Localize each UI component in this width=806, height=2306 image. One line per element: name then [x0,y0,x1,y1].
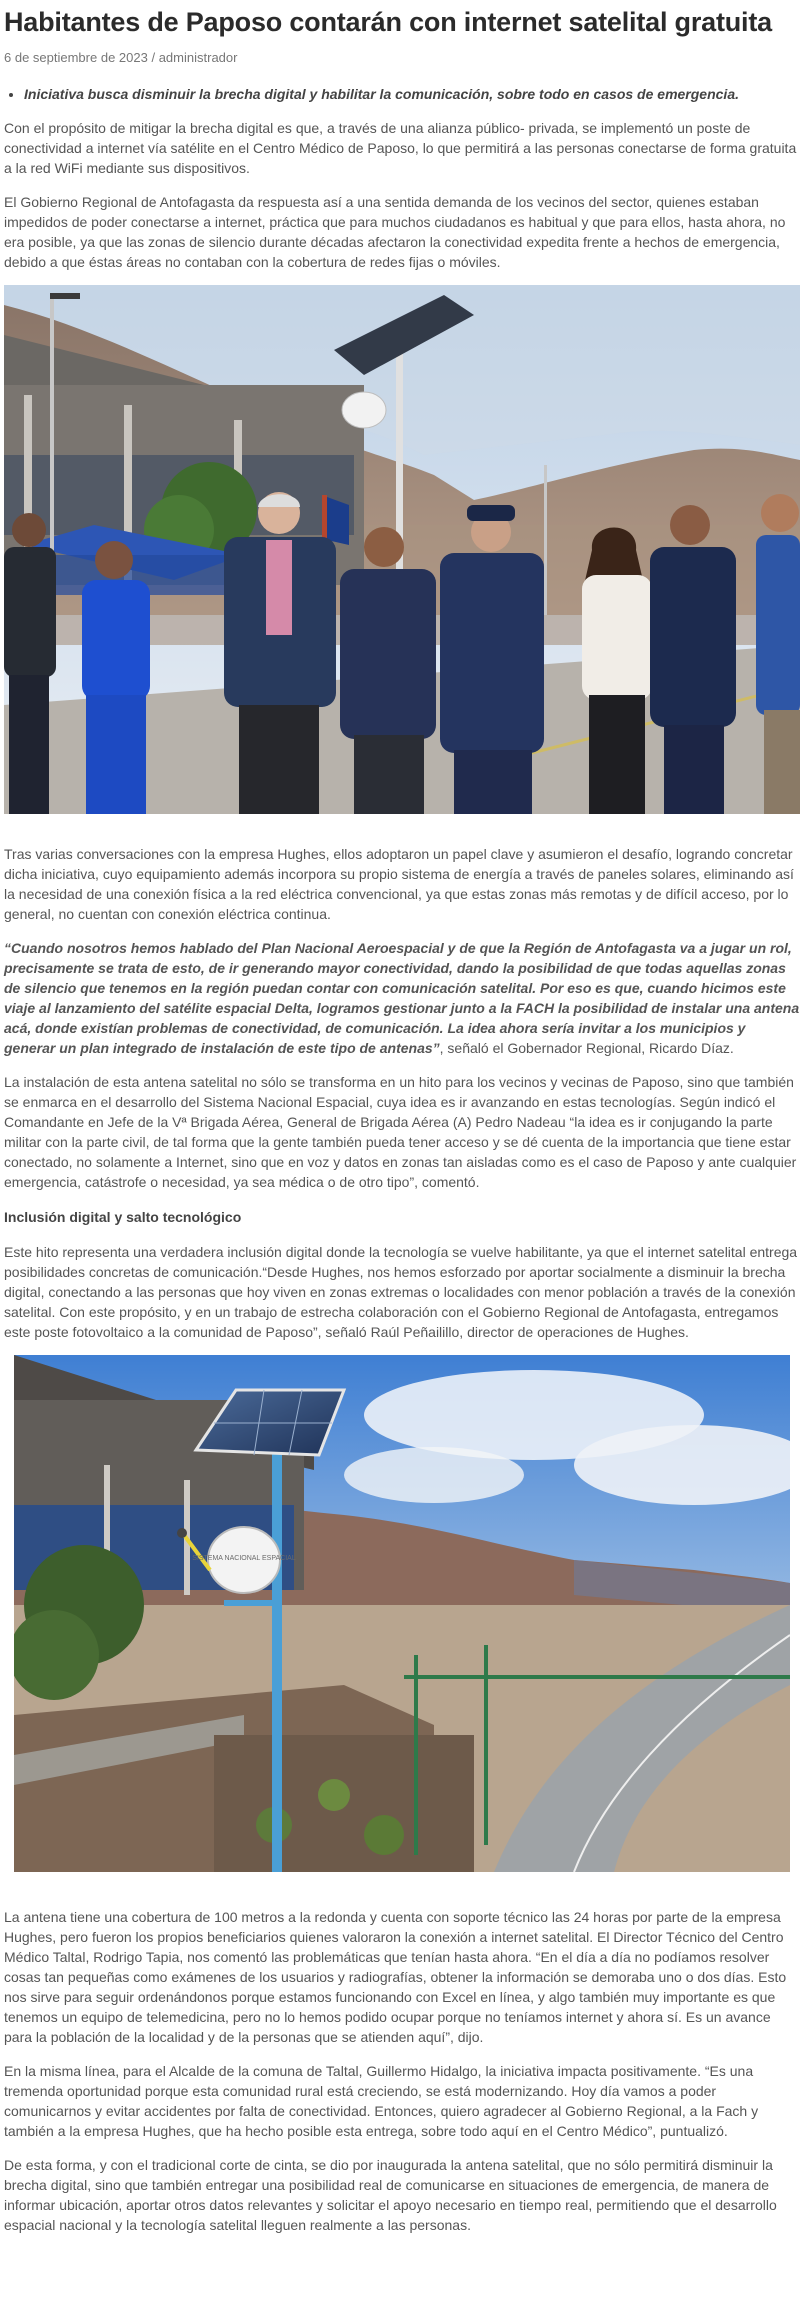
article-meta [4,50,800,65]
ceremony-photo [4,285,800,814]
article-author[interactable]: administrador [158,50,238,65]
article-date[interactable]: 6 de septiembre de 2023 [4,50,148,65]
paragraph-4: La instalación de esta antena satelital no sólo se transforma en un hito para los vecinos y vecinas de Paposo, sino que también se enmarca en el desarrollo del Sistema Nacional Espacial, cuya idea es ir avanzando en estas tecnologías. Según indicó el Comandante en Jefe de la Vª Brigada Aérea, General de Brigada Aérea (A) Pedro Nadeau “la idea es ir conjugando la parte militar con la parte civil, de tal forma que la gente también pueda tener acceso y se dé cuenta de la importancia que tiene estar conectado, no solamente a Internet, sino que en voz y datos en zonas tan aisladas como es el caso de Paposo y ante cualquier emergencia, catástrofe o necesidad, ya sea médica o de otro tipo”, comentó. [4,1074,797,1190]
section-subheading: Inclusión digital y salto tecnológico [4,1209,242,1225]
quote-governor-attribution: , señaló el Gobernador Regional, Ricardo Díaz. [439,1040,734,1056]
paragraph-7: En la misma línea, para el Alcalde de la comuna de Taltal, Guillermo Hidalgo, la iniciativa impacta positivamente. “Es una tremenda oportunidad porque esta comunidad rural está creciendo, se está modernizando. Hoy día vamos a poder comunicarnos y evitar accidentes por falta de conectividad. Entonces, quiero agradecer al Gobierno Regional, a la Fach y también a la empresa Hughes, que ha hecho posible esta entrega, sobre todo aquí en el Centro Médico”, puntualizó. [4,2063,759,2139]
meta-separator: / [151,50,156,65]
lead-list [4,84,800,104]
quote-governor [4,938,800,1058]
paragraph-3: Tras varias conversaciones con la empresa Hughes, ellos adoptaron un papel clave y asumieron el desafío, logrando concretar dicha iniciativa, cuyo equipamiento además incorpora su propio sistema de energía a través de paneles solares, eliminando así la necesidad de una conexión física a la red eléctrica convencional, ya que estas zonas más remotas y de difícil acceso, por lo general, no cuentan con conexión eléctrica continua. [4,846,794,922]
dish-label: SISTEMA NACIONAL ESPACIAL [192,1555,296,1562]
quote-governor-text: “Cuando nosotros hemos hablado del Plan Nacional Aeroespacial y de que la Región de Antofagasta va a jugar un rol, precisamente se trata de esto, de ir generando mayor conectividad, dando la posibilidad de que todas aquellas zonas de silencio que tenemos en la región puedan contar con comunicación satelital. Por eso es que, cuando hicimos este viaje al lanzamiento del satélite espacial Delta, logramos gestionar junto a la FACH la posibilidad de instalar una antena acá, donde existían problemas de conectividad, de comunicación. La idea ahora sería invitar a los municipios y generar un plan integrado de instalación de este tipo de antenas” [4,940,800,1056]
ceremony-photo-illustration [4,285,800,814]
article-title: Habitantes de Paposo contarán con internet satelital gratuita [4,7,772,37]
antenna-photo [14,1355,790,1872]
paragraph-2: El Gobierno Regional de Antofagasta da respuesta así a una sentida demanda de los vecinos del sector, quienes estaban impedidos de poder conectarse a internet, práctica que para muchos ciudadanos es habitual y que para ellos, hasta ahora, no era posible, ya que las zonas de silencio durante décadas afectaron la conectividad expedita frente a hechos de emergencia, debido a que éstas áreas no contaban con la cobertura de redes fijas o móviles. [4,194,786,270]
antenna-photo-illustration [14,1355,790,1872]
paragraph-5: Este hito representa una verdadera inclusión digital donde la tecnología se vuelve habilitante, ya que el internet satelital entrega posibilidades concretas de comunicación.“Desde Hughes, nos hemos esforzado por aportar socialmente a disminuir la brecha digital, conectando a las personas que hoy viven en zonas extremas o localidades con menor población a través de la conexión satelital. Con este propósito, y en un trabajo de estrecha colaboración con el Gobierno Regional de Antofagasta, entregamos este poste fotovoltaico a la comunidad de Paposo”, señaló Raúl Peñailillo, director de operaciones de Hughes. [4,1244,798,1340]
lead-item: • Iniciativa busca disminuir la brecha digital y habilitar la comunicación, sobre todo en casos de emergencia. [24,84,800,104]
paragraph-6: La antena tiene una cobertura de 100 metros a la redonda y cuenta con soporte técnico las 24 horas por parte de la empresa Hughes, pero fueron los propios beneficiarios quienes valoraron la conexión a internet satelital. El Director Técnico del Centro Médico Taltal, Rodrigo Tapia, nos comentó las problemáticas que tenían hasta ahora. “En el día a día no podíamos resolver cosas tan pequeñas como exámenes de los usuarios y radiografías, obtener la información se demoraba uno o dos días. Esto nos sirve para seguir ordenándonos porque estamos funcionando con Excel en línea, y algo también muy importante es que tenemos un equipo de telemedicina, pero no lo hemos podido ocupar porque no teníamos internet y ahora sí. Es un avance para la población de la localidad y de la personas que se atienden aquí”, dijo. [4,1909,787,2045]
paragraph-8: De esta forma, y con el tradicional corte de cinta, se dio por inaugurada la antena satelital, que no sólo permitirá disminuir la brecha digital, sino que también entregar una posibilidad real de comunicarse en situaciones de emergencia, de manera de informar ubicación, aportar otros datos relevantes y solicitar el apoyo necesario en tiempo real, permitiendo que el desarrollo espacial nacional y la tecnología satelital lleguen realmente a las personas. [4,2157,777,2233]
paragraph-1: Con el propósito de mitigar la brecha digital es que, a través de una alianza público- privada, se implementó un poste de conectividad a internet vía satélite en el Centro Médico de Paposo, lo que permitirá a las personas conectarse de forma gratuita a la red WiFi mediante sus dispositivos. [4,120,797,176]
article [4,0,800,2235]
